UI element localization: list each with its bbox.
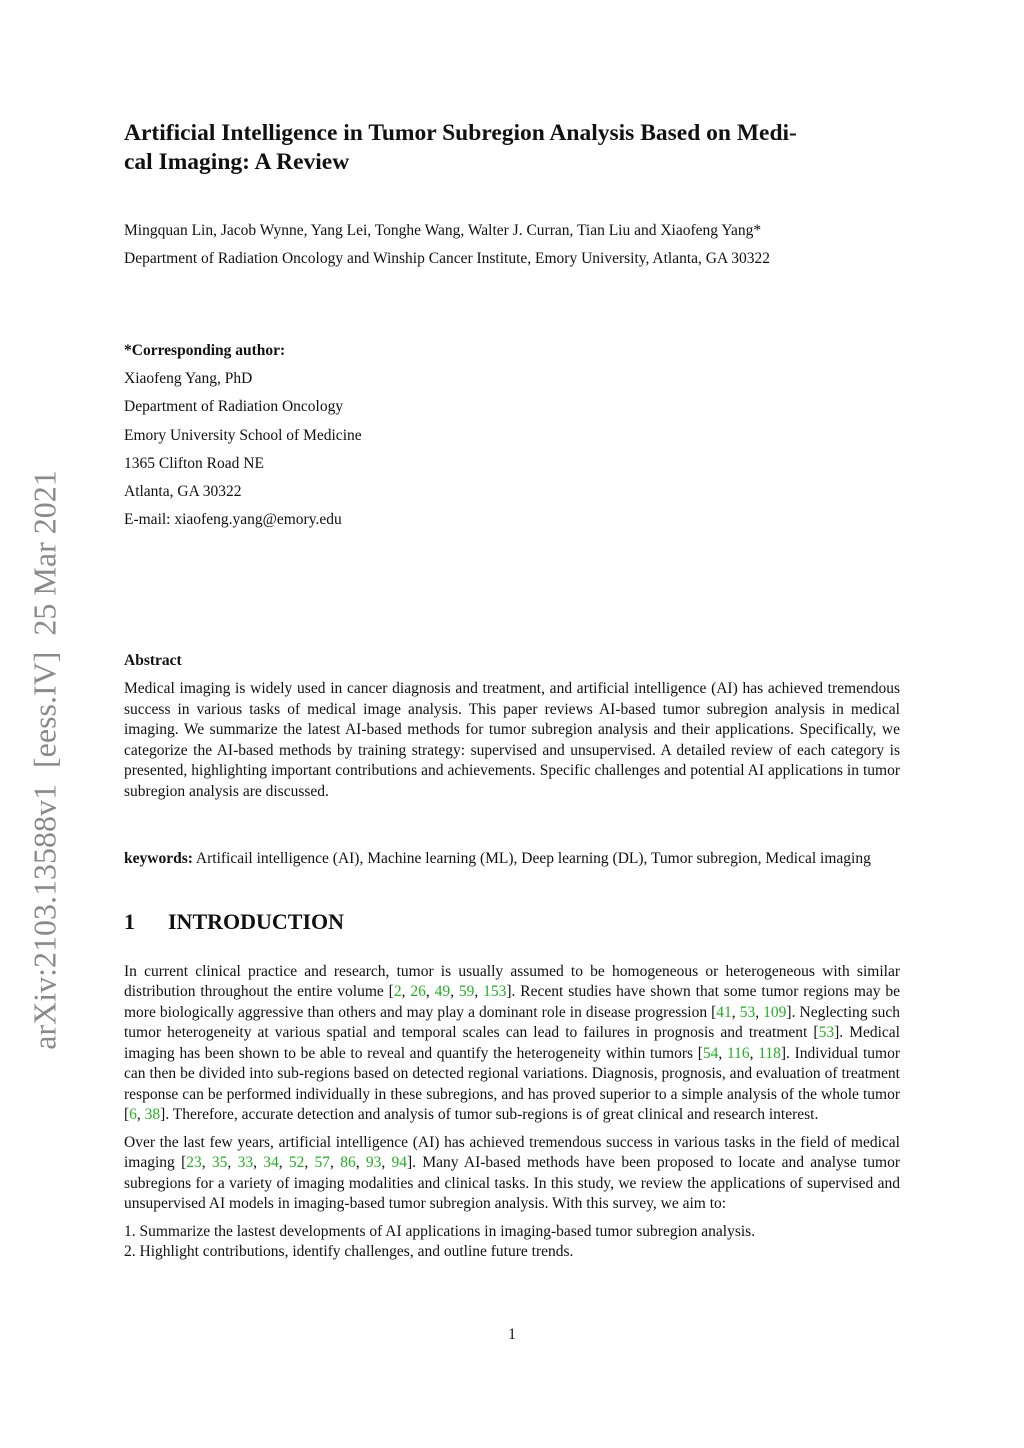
citation-link[interactable]: 118 xyxy=(758,1044,781,1062)
citation-link[interactable]: 53 xyxy=(739,1003,756,1021)
text-run: ]. Recent studies have shown that some tumor regions may be more biologically aggressive than others and may play a dominant role in disease progression [ xyxy=(124,983,901,1021)
corresponding-line: Atlanta, GA 30322 xyxy=(124,483,242,501)
aims-list xyxy=(124,1222,900,1263)
corresponding-email: E-mail: xiaofeng.yang@emory.edu xyxy=(124,511,342,529)
title-line-1: Artificial Intelligence in Tumor Subregion Analysis Based on Medi- xyxy=(124,120,797,146)
abstract-text: Medical imaging is widely used in cancer diagnosis and treatment, and artificial intelligence (AI) has achieved tremendous success in various tasks of medical image analysis. This paper reviews AI-based tumor subregion analysis in medical imaging. We summarize the latest AI-based methods for tumor subregion analysis and their applications. Specifically, we categorize the AI-based methods by training strategy: supervised and unsupervised. A detailed review of each category is presented, highlighting important contributions and achievements. Specific challenges and potential AI applications in tumor subregion analysis are discussed. xyxy=(124,680,900,800)
aims-item: 1. Summarize the lastest developments of AI applications in imaging-based tumor subregion analysis. xyxy=(124,1222,756,1240)
section-heading xyxy=(124,908,900,936)
corresponding-author-block xyxy=(124,337,900,534)
page-number: 1 xyxy=(508,1326,516,1343)
citation-link[interactable]: 6 xyxy=(129,1106,137,1124)
abstract-heading: Abstract xyxy=(124,652,182,670)
citation-group: 54, 116, 118 xyxy=(702,1044,781,1062)
keywords-label: keywords: xyxy=(124,850,193,868)
citation-link[interactable]: 34 xyxy=(263,1154,279,1172)
intro-paragraph-2 xyxy=(124,1133,900,1215)
citation-link[interactable]: 38 xyxy=(144,1106,161,1124)
citation-link[interactable]: 116 xyxy=(726,1044,750,1062)
citation-link[interactable]: 35 xyxy=(211,1154,228,1172)
citation-link[interactable]: 26 xyxy=(410,983,426,1001)
citation-group: 6, 38 xyxy=(129,1106,161,1124)
intro-paragraph-1 xyxy=(124,962,900,1126)
text-run: ]. Individual tumor can then be divided into sub-regions based on detected regional variations. Diagnosis, prognosis, and evaluation of treatment response can be performed individually in these subregions, and has proved superior to a simple analysis of the whole tumor [ xyxy=(124,1044,901,1124)
citation-link[interactable]: 41 xyxy=(716,1003,732,1021)
text-run: ]. Neglecting such tumor heterogeneity at various spatial and temporal scales can lead to failures in prognosis and treatment [ xyxy=(124,1003,900,1042)
arxiv-identifier: arXiv:2103.13588v1 [eess.IV] 25 Mar 2021 xyxy=(26,470,63,1050)
citation-group: 2, 26, 49, 59, 153 xyxy=(393,983,507,1001)
corresponding-line: Department of Radiation Oncology xyxy=(124,398,344,416)
citation-link[interactable]: 94 xyxy=(391,1154,407,1172)
citation-link[interactable]: 53 xyxy=(818,1024,835,1042)
citation-link[interactable]: 52 xyxy=(288,1154,305,1172)
section-number: 1 xyxy=(124,908,135,934)
text-run: ]. Many AI-based methods have been proposed to locate and analyse tumor subregions for a variety of imaging modalities and clinical tasks. In this study, we review the applications of supervised and unsupervised AI models in imaging-based tumor subregion analysis. With this survey, we aim to: xyxy=(124,1154,901,1213)
citation-link[interactable]: 153 xyxy=(483,983,507,1001)
text-run: ]. Therefore, accurate detection and analysis of tumor sub-regions is of great clinical and research interest. xyxy=(160,1106,819,1124)
section-title: INTRODUCTION xyxy=(168,908,345,934)
affiliation: Department of Radiation Oncology and Winship Cancer Institute, Emory University, Atlanta, GA 30322 xyxy=(124,250,770,267)
keywords xyxy=(124,849,900,870)
citation-group: 41, 53, 109 xyxy=(716,1003,787,1021)
text-run: ]. Medical imaging has been shown to be able to reveal and quantify the heterogeneity within tumors [ xyxy=(124,1024,900,1062)
citation-link[interactable]: 57 xyxy=(314,1154,331,1172)
citation-link[interactable]: 23 xyxy=(186,1154,202,1172)
corresponding-line: Xiaofeng Yang, PhD xyxy=(124,370,253,388)
citation-link[interactable]: 54 xyxy=(702,1044,719,1062)
citation-link[interactable]: 86 xyxy=(340,1154,356,1172)
author-list: Mingquan Lin, Jacob Wynne, Yang Lei, Tonghe Wang, Walter J. Curran, Tian Liu and Xiaofeng Yang* xyxy=(124,222,762,239)
aims-item: 2. Highlight contributions, identify challenges, and outline future trends. xyxy=(124,1243,574,1261)
paper-page xyxy=(124,119,900,1263)
text-run: In current clinical practice and research, tumor is usually assumed to be homogeneous or heterogeneous with similar distribution throughout the entire volume [ xyxy=(124,962,900,1001)
citation-link[interactable]: 109 xyxy=(763,1003,787,1021)
corresponding-line: 1365 Clifton Road NE xyxy=(124,454,264,472)
corresponding-heading: *Corresponding author: xyxy=(124,342,286,359)
citation-link[interactable]: 93 xyxy=(365,1154,382,1172)
text-run: Over the last few years, artificial intelligence (AI) has achieved tremendous success in various tasks in the field of medical imaging [ xyxy=(124,1133,900,1172)
paper-title xyxy=(124,119,900,177)
citation-group xyxy=(819,1024,835,1041)
citation-link[interactable]: 59 xyxy=(458,983,475,1001)
corresponding-line: Emory University School of Medicine xyxy=(124,426,362,444)
citation-group: 23, 35, 33, 34, 52, 57, 86, 93, 94 xyxy=(186,1154,407,1172)
citation-link[interactable]: 49 xyxy=(434,983,451,1001)
keywords-text: Artificail intelligence (AI), Machine learning (ML), Deep learning (DL), Tumor subregion, Medical imaging xyxy=(195,850,871,868)
citation-link[interactable]: 2 xyxy=(393,983,402,1001)
citation-link[interactable]: 33 xyxy=(237,1154,254,1172)
title-line-2: cal Imaging: A Review xyxy=(124,149,350,175)
